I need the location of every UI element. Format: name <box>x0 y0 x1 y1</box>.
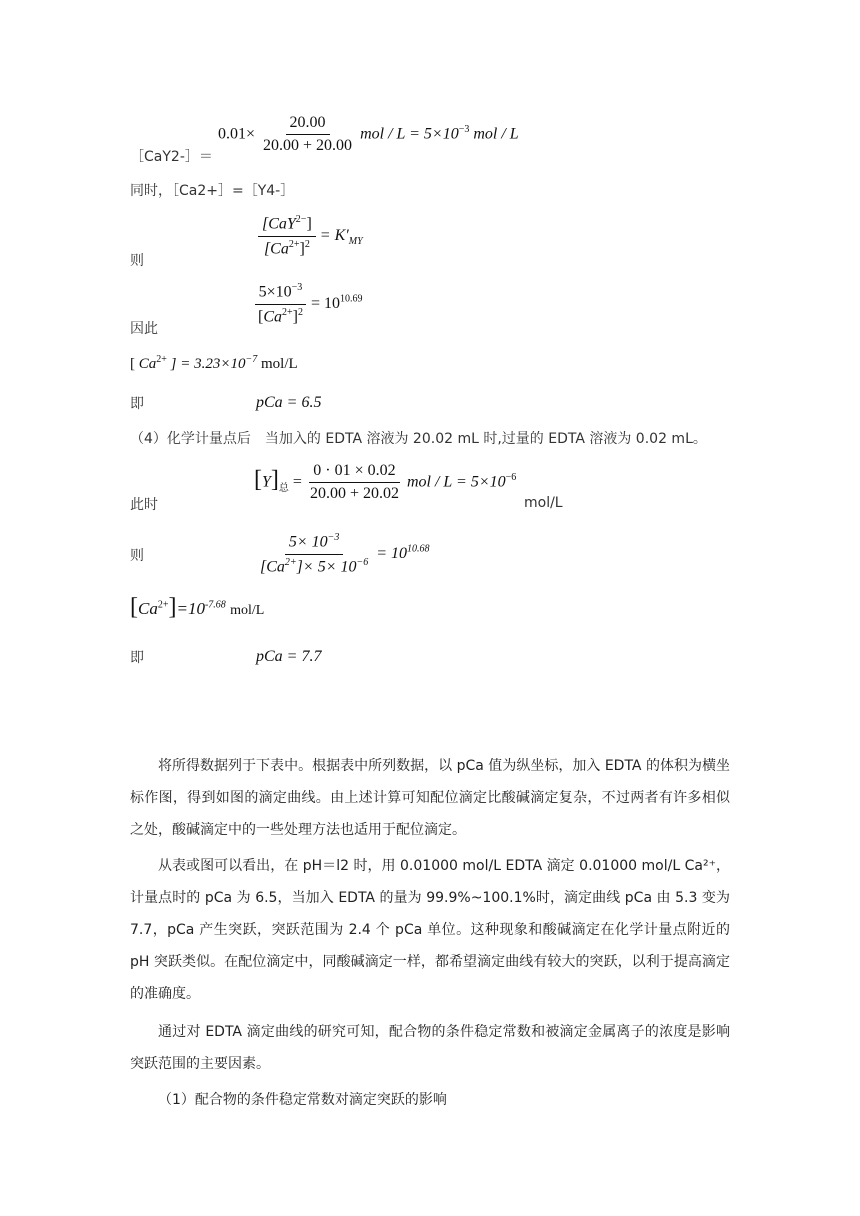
cay-unit: mol / L <box>473 125 519 143</box>
paragraph-summary: 将所得数据列于下表中。根据表中所列数据，以 pCa 值为纵坐标，加入 EDTA 的体积为横坐标作图，得到如图的滴定曲线。由上述计算可知配位滴定比酸碱滴定复杂，不过两者有许多相似之处，酸碱滴定中的一些处理方法也适用于配位滴定。 <box>130 758 730 838</box>
eq3-rhs-exp: 10.69 <box>340 293 363 305</box>
eq6-eq: = <box>292 473 302 491</box>
eq7-den-sup: 2+ <box>284 556 297 568</box>
eq6-y: Y <box>262 473 271 491</box>
eq8-unit: mol/L <box>230 603 265 618</box>
eq7-num-exp: −3 <box>327 532 340 543</box>
eq4-exp: −7 <box>245 354 258 365</box>
eq6-unit: mol/L <box>524 495 563 511</box>
equal-conc-line: 同时，［Ca2+］=［Y4-］ <box>130 183 295 199</box>
eq6-den: 20.00 + 20.02 <box>309 485 399 503</box>
eq7-label: 则 <box>130 548 144 564</box>
eq6-y-sub: 总 <box>278 482 289 494</box>
eq2-label: 则 <box>130 253 144 269</box>
eq6-rhs: mol / L = 5×10 <box>406 473 506 491</box>
eq7-den-exp: −6 <box>356 556 369 568</box>
eq4-unit: mol/L <box>261 356 298 372</box>
eq3-den-sup: 2+ <box>282 306 293 318</box>
ca-conc-after: $[Ca^{2+}]=10^{-7.68}$ mol/L <box>130 594 265 620</box>
eq7-den-rest: × 5× 10 <box>302 558 357 576</box>
stability-den-sup: 2+ <box>288 238 300 250</box>
cay-denominator: 20.00 + 20.00 <box>263 137 353 155</box>
eq3-fraction: $\frac{5\times 10^{-3}}{[Ca^{2+}]^2}$ <box>254 282 307 326</box>
eq8-exp: -7.68 <box>204 599 226 611</box>
eq7-num: 5× 10 <box>288 533 328 551</box>
eq3-label: 因此 <box>130 321 158 337</box>
eq7-rhs: = 10 <box>376 544 408 562</box>
eq3-den-ca: Ca <box>263 308 282 326</box>
eq7-den-ca: Ca <box>266 558 285 576</box>
paragraph-titration-jump: 从表或图可以看出，在 pH＝l2 时，用 0.01000 mol/L EDTA 滴定 0.01000 mol/L Ca²⁺，计量点时的 pCa 为 6.5，当加入 EDTA 的量为 99.9%~100.1%时，滴定曲线 pCa 由 5.3 变为 7.7，pCa 产生突跃，突跃范围为 2.4 个 pCa 单位。这种现象和酸碱滴定在化学计量点附近的 pH 突跃类似。在配位滴定中，同酸碱滴定一样，都希望滴定曲线有较大的突跃，以利于提高滴定的准确度。 <box>130 858 730 1002</box>
stability-den-pow: 2 <box>304 238 310 250</box>
stability-num-sup: 2− <box>295 214 307 225</box>
stability-fraction <box>258 214 316 258</box>
cay-coef: 0.01× <box>218 125 256 143</box>
cay-rhs: mol / L = 5×10 <box>360 125 459 143</box>
eq8-rhs: =10 <box>176 599 205 618</box>
eq4-ca: Ca <box>138 356 157 372</box>
stability-den-right: ] <box>299 240 305 258</box>
excess-y-equation: $[Y]_总$ = $\frac{0 \cdot 01 \times 0.02}{20.00 + 20.02}$ mol / $L = 5\times 10^{-6}$ <box>254 462 517 503</box>
section-4-heading: （4）化学计量点后 当加入的 EDTA 溶液为 20.02 mL 时,过量的 EDTA 溶液为 0.02 mL。 <box>130 431 707 447</box>
stability-num-right: ] <box>306 215 312 233</box>
eq6-label: 此时 <box>130 497 158 513</box>
cay-fraction <box>259 114 356 156</box>
pca-result-2: pCa = 7.7 <box>256 648 322 665</box>
eq3-equation <box>254 282 363 326</box>
eq3-num: 5×10 <box>258 283 292 301</box>
stability-rhs: = K′ <box>319 226 349 244</box>
eq7-equation <box>256 532 430 576</box>
ca-conc-result <box>130 354 298 373</box>
eq4-sup: 2+ <box>156 354 167 365</box>
eq5-label: 即 <box>130 396 144 412</box>
subsection-1-heading: （1）配合物的条件稳定常数对滴定突跃的影响 <box>158 1092 447 1108</box>
stability-equation <box>258 214 363 258</box>
stability-den-left: [Ca <box>263 240 289 258</box>
cay-numerator: 20.00 <box>286 114 330 135</box>
eq7-fraction: $\frac{5\times 10^{-3}}{[Ca^{2+}]\times 5\times 10^{-6}}$ <box>260 532 369 576</box>
paragraph-factors: 通过对 EDTA 滴定曲线的研究可知，配合物的条件稳定常数和被滴定金属离子的浓度是影响突跃范围的主要因素。 <box>130 1024 730 1072</box>
cay-exp: −3 <box>458 124 470 136</box>
eq6-fraction <box>306 462 403 504</box>
eq8-sup: 2+ <box>157 599 169 611</box>
pca-result-1: pCa = 6.5 <box>256 394 322 411</box>
stability-num-left: [CaY <box>262 215 296 233</box>
cay-equation <box>218 114 519 156</box>
eq3-den-pow: 2 <box>297 306 303 318</box>
eq3-num-exp: −3 <box>291 282 303 293</box>
eq8-ca: Ca <box>138 599 158 618</box>
eq9-label: 即 <box>130 650 144 666</box>
cay-label: ［CaY2-］＝ <box>130 149 213 165</box>
eq3-rhs: = 10 <box>310 294 340 312</box>
eq4-rest: ] = 3.23×10 <box>170 356 246 372</box>
stability-rhs-sub: MY <box>348 236 363 248</box>
eq4-lead: [ <box>130 356 135 372</box>
eq6-exp: −6 <box>505 472 517 484</box>
eq6-num: 0 · 01 × 0.02 <box>309 462 399 483</box>
eq7-rhs-exp: 10.68 <box>407 543 430 555</box>
